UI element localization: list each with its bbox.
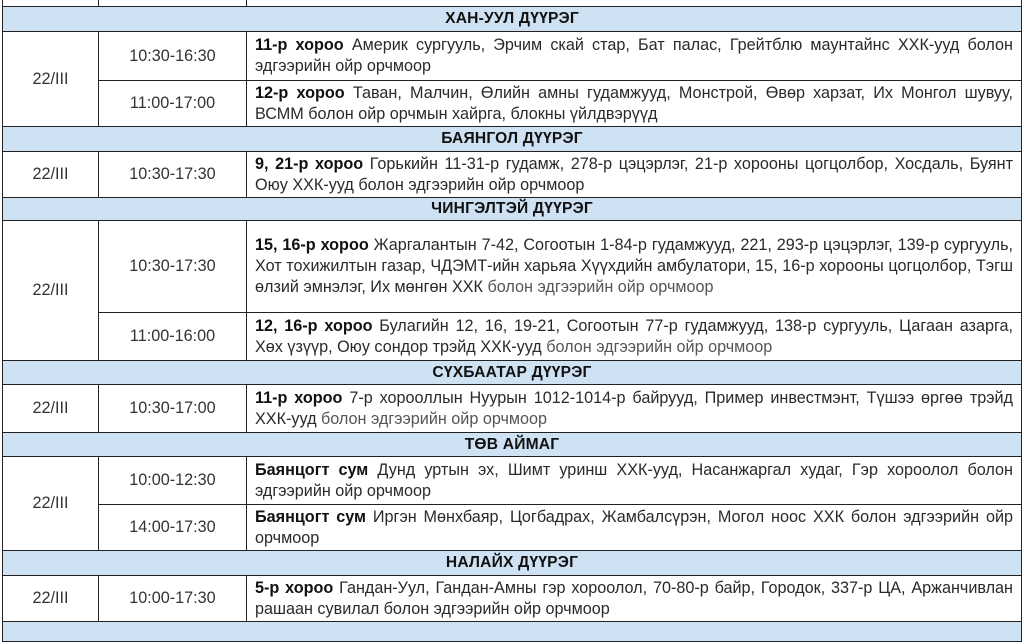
time-cell: 10:30-16:30 [99,32,247,81]
location-cell [247,576,1022,622]
location-text: Иргэн Мөнхбаяр, Цогбадрах, Жамбалсүрэн, Могол ноос ХХК болон эдгээрийн ойр орчмоор [255,507,1013,547]
date-cell: 22/III [3,32,99,127]
district-header [3,433,1022,457]
table-row [3,313,1022,361]
location-text: Гандан-Уул, Гандан-Амны гэр хороолол, 70-80-р байр, Городок, 337-р ЦА, Аржанчивлан рашаан сувилал болон эдгээрийн ойр орчмоор [255,578,1013,618]
khoroo-label: Баянцогт сум [255,460,369,479]
khoroo-label: 11-р хороо [255,388,343,407]
time-cell: 10:00-17:30 [99,576,247,622]
khoroo-label: 11-р хороо [255,36,344,54]
district-title: ТӨВ АЙМАГ [3,433,1022,457]
district-header [3,551,1022,576]
table-row [3,457,1022,505]
location-cell [247,81,1022,127]
table-row [3,221,1022,313]
table-row [3,505,1022,551]
khoroo-label: Баянцогт сум [255,507,367,526]
location-cell [247,152,1022,198]
district-title: ХАН-УУЛ ДҮҮРЭГ [3,7,1022,32]
district-title: ЧИНГЭЛТЭЙ ДҮҮРЭГ [3,198,1022,221]
time-cell: 10:30-17:00 [99,385,247,433]
location-cell [247,505,1022,551]
table-row [3,385,1022,433]
time-cell: 11:00-17:00 [99,81,247,127]
location-text: 7-р хорооллын Нуурын 1012-1014-р байрууд, Пример инвестмэнт, Түшээ өргөө трэйд ХХК-ууд [255,388,1013,428]
location-text: Горькийн 11-31-р гудамж, 278-р цэцэрлэг, 21-р хорооны цогцолбор, Хосдаль, Буянт Оюу ХХК-ууд болон эдгээрийн ойр орчмоор [255,154,1013,194]
location-cell [247,385,1022,433]
time-cell: 10:30-17:30 [99,221,247,313]
time-cell: 10:00-12:30 [99,457,247,505]
location-cell [247,32,1022,81]
khoroo-label: 12, 16-р хороо [255,316,373,335]
date-cell: 22/III [3,576,99,622]
location-tail: болон эдгээрийн ойр орчмоор [316,409,548,428]
date-cell: 22/III [3,221,99,361]
district-title: СҮХБААТАР ДҮҮРЭГ [3,361,1022,385]
khoroo-label: 9, 21-р хороо [255,154,364,173]
table-row [3,81,1022,127]
date-cell: 22/III [3,152,99,198]
district-header [3,198,1022,221]
date-cell: 22/III [3,385,99,433]
khoroo-label: 15, 16-р хороо [255,236,369,254]
district-header [3,127,1022,152]
location-cell [247,313,1022,361]
location-tail: болон эдгээрийн ойр орчмоор [541,337,773,356]
time-cell: 11:00-16:00 [99,313,247,361]
location-text: Дунд уртын эх, Шимт уринш ХХК-ууд, Насанжаргал худаг, Гэр хороолол болон эдгээрийн ойр орчмоор [255,460,1013,500]
location-text: Таван, Малчин, Өлийн амны гудамжууд, Монстрой, Өвөр харзат, Их Монгол шувуу, ВСММ болон ойр орчмын хайрга, блокны үйлдвэрүүд [255,83,1013,123]
district-title: БАЯНГОЛ ДҮҮРЭГ [3,127,1022,152]
location-tail: болон эдгээрийн ойр орчмоор [482,278,714,296]
location-text: Жаргалантын 7-42, Согоотын 1-84-р гудамжууд, 221, 293-р цэцэрлэг, 139-р сургууль, Хот тохижилтын газар, ЧДЭМТ-ийн харьяа Хүүхдийн амбулатори, 15, 16-р хорооны цогцолбор, Тэгш өлзий эмнэлэг, Их мөнгөн ХХК [255,236,1014,296]
location-text: Булагийн 12, 16, 19-21, Согоотын 77-р гудамжууд, 138-р сургууль, Цагаан азарга, Хөх үзүүр, Оюу сондор трэйд ХХК-ууд [255,316,1013,356]
khoroo-label: 12-р хороо [255,83,345,102]
table-row [3,32,1022,81]
location-cell [247,221,1022,313]
district-header [3,7,1022,32]
district-header [3,361,1022,385]
location-cell [247,457,1022,505]
time-cell: 10:30-17:30 [99,152,247,198]
date-cell: 22/III [3,457,99,551]
table-row [3,152,1022,198]
outage-schedule-table [2,0,1022,642]
khoroo-label: 5-р хороо [255,578,334,597]
table-row [3,576,1022,622]
location-text: Америк сургууль, Эрчим скай стар, Бат палас, Грейтблю маунтайнс ХХК-ууд болон эдгээрийн ойр орчмоор [255,36,1013,75]
time-cell: 14:00-17:30 [99,505,247,551]
district-title: НАЛАЙХ ДҮҮРЭГ [3,551,1022,576]
